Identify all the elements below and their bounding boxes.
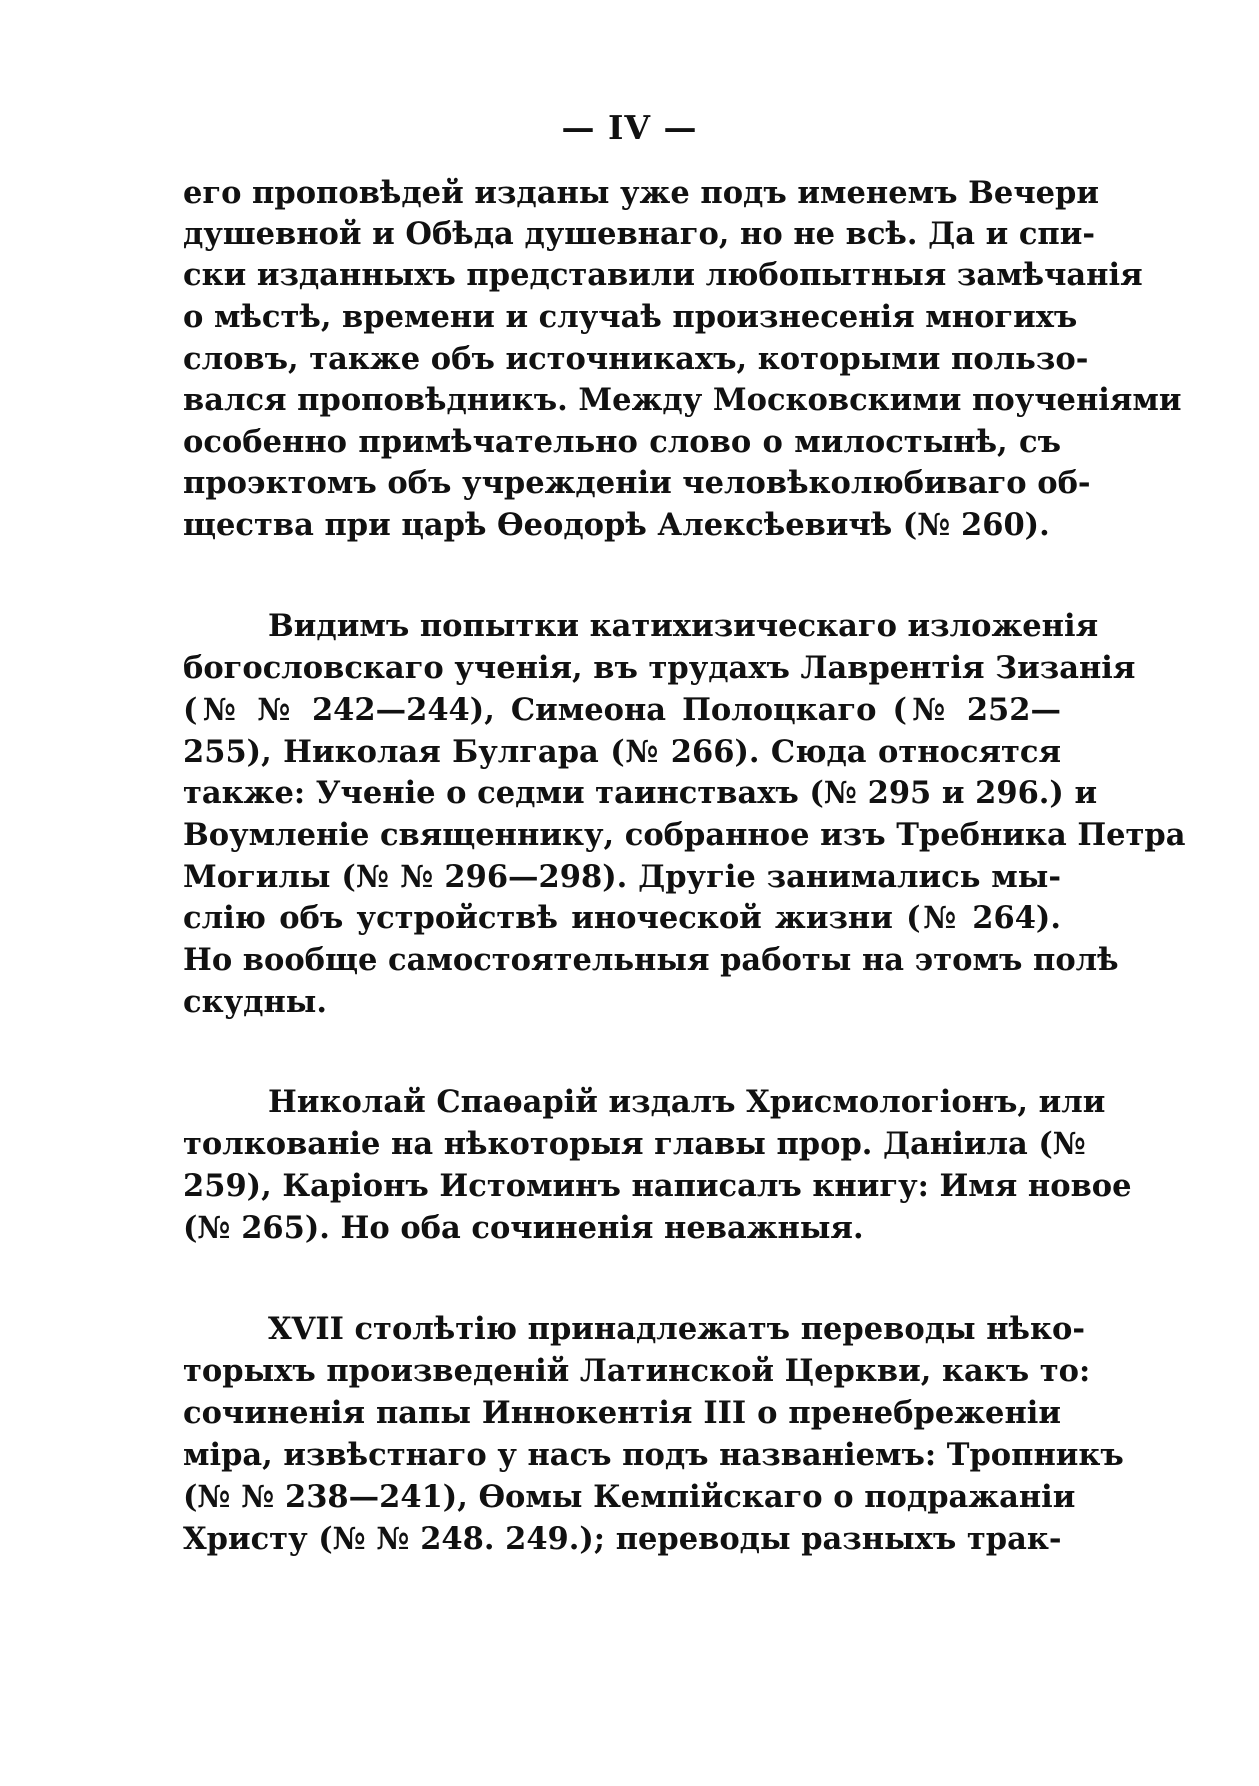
text-line: словъ, также объ источникахъ, которыми пользо- <box>183 341 1089 377</box>
text-line: душевной и Обѣда душевнаго, но не всѣ. Да и спи- <box>183 216 1096 252</box>
text-line: также: Ученіе о седми таинствахъ (№ 295 и 296.) и <box>183 775 1098 811</box>
text-line: Могилы (№ № 296—298). Другіе занимались мы- <box>183 859 1061 895</box>
text-line: Видимъ попытки катихизическаго изложенія <box>268 608 1099 644</box>
text-line: міра, извѣстнаго у насъ подъ названіемъ: Тропникъ <box>183 1437 1124 1473</box>
text-line: (№ № 238—241), Ѳомы Кемпійскаго о подражаніи <box>183 1479 1076 1515</box>
text-line: особенно примѣчательно слово о милостынѣ, съ <box>183 424 1061 460</box>
text-line: Христу (№ № 248. 249.); переводы разныхъ трак- <box>183 1521 1062 1557</box>
text-line: о мѣстѣ, времени и случаѣ произнесенія многихъ <box>183 299 1078 335</box>
text-line: (№ № 242—244), Симеона Полоцкаго (№ 252— <box>183 692 1061 728</box>
text-line: торыхъ произведеній Латинской Церкви, какъ то: <box>183 1353 1091 1389</box>
text-line: проэктомъ объ учрежденіи человѣколюбиваго об- <box>183 465 1091 501</box>
text-line: скудны. <box>183 984 327 1020</box>
text-line: вался проповѣдникъ. Между Московскими поученіями <box>183 382 1182 418</box>
text-line: Николай Спаѳарій издалъ Хрисмологіонъ, или <box>268 1084 1106 1120</box>
text-line: щества при царѣ Ѳеодорѣ Алексѣевичѣ (№ 260). <box>183 507 1050 543</box>
text-line: 255), Николая Булгара (№ 266). Сюда относятся <box>183 734 1061 770</box>
text-line: Воумленіе священнику, собранное изъ Требника Петра <box>183 817 1186 853</box>
text-line: ски изданныхъ представили любопытныя замѣчанія <box>183 257 1143 293</box>
text-line: (№ 265). Но оба сочиненія неважныя. <box>183 1210 864 1246</box>
text-line: 259), Каріонъ Истоминъ написалъ книгу: Имя новое <box>183 1168 1132 1204</box>
text-line: его проповѣдей изданы уже подъ именемъ Вечери <box>183 175 1099 211</box>
page-number: — IV — <box>561 108 698 147</box>
text-line: сочиненія папы Иннокентія III о пренебреженіи <box>183 1395 1061 1431</box>
text-line: богословскаго ученія, въ трудахъ Лаврентія Зизанія <box>183 650 1136 686</box>
text-line: толкованіе на нѣкоторыя главы прор. Даніила (№ <box>183 1126 1086 1162</box>
text-line: Но вообще самостоятельныя работы на этомъ полѣ <box>183 942 1119 978</box>
text-line: слію объ устройствѣ иноческой жизни (№ 264). <box>183 900 1061 936</box>
text-line: XVII столѣтію принадлежатъ переводы нѣко- <box>268 1311 1086 1347</box>
